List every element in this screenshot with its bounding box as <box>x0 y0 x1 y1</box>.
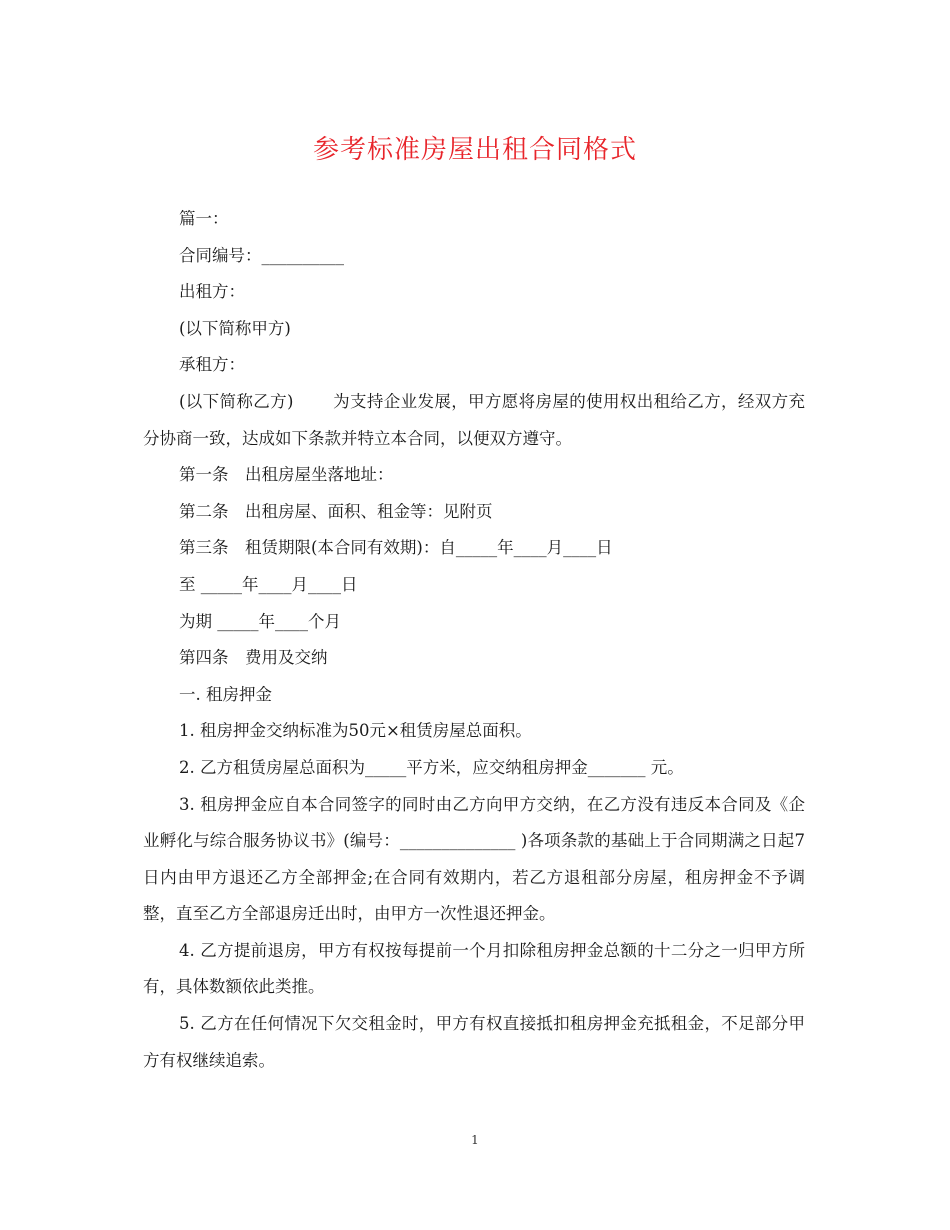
page-number: 1 <box>471 1133 479 1147</box>
paragraph: 合同编号：__________ <box>179 245 344 265</box>
paragraph: 承租方： <box>179 355 245 375</box>
paragraph: 为期 _____年____个月 <box>179 611 341 631</box>
paragraph: 2. 乙方租赁房屋总面积为_____平方米，应交纳租房押金_______ 元。 <box>179 757 684 777</box>
paragraph: 一. 租房押金 <box>179 684 272 704</box>
document-body <box>143 201 805 1079</box>
paragraph: 1. 租房押金交纳标准为50元×租赁房屋总面积。 <box>179 721 532 741</box>
paragraph: 第三条 租赁期限(本合同有效期)：自_____年____月____日 <box>179 538 613 558</box>
paragraph: 第四条 费用及交纳 <box>179 648 328 668</box>
paragraph: 出租方： <box>179 282 245 302</box>
paragraph: 5. 乙方在任何情况下欠交租金时，甲方有权直接抵扣租房押金充抵租金，不足部分甲方有权继续追索。 <box>143 1014 805 1070</box>
paragraph: 篇一： <box>179 209 229 228</box>
paragraph: 第一条 出租房屋坐落地址： <box>179 465 394 485</box>
document-title: 参考标准房屋出租合同格式 <box>312 135 637 165</box>
paragraph: 3. 租房押金应自本合同签字的同时由乙方向甲方交纳，在乙方没有违反本合同及《企业孵化与综合服务协议书》(编号：______________ )各项条款的基础上于合同期满之日起7日内由甲方退还乙方全部押金;在合同有效期内，若乙方退租部分房屋，租房押金不予调整，直至乙方全部退房迁出时，由甲方一次性退还押金。 <box>143 794 805 924</box>
paragraph: (以下简称乙方) 为支持企业发展，甲方愿将房屋的使用权出租给乙方，经双方充分协商一致，达成如下条款并特立本合同，以便双方遵守。 <box>143 391 805 448</box>
paragraph: 第二条 出租房屋、面积、租金等：见附页 <box>179 501 493 521</box>
paragraph: 4. 乙方提前退房，甲方有权按每提前一个月扣除租房押金总额的十二分之一归甲方所有，具体数额依此类推。 <box>143 940 805 997</box>
paragraph: (以下简称甲方) <box>179 318 291 338</box>
paragraph: 至 _____年____月____日 <box>179 574 358 594</box>
